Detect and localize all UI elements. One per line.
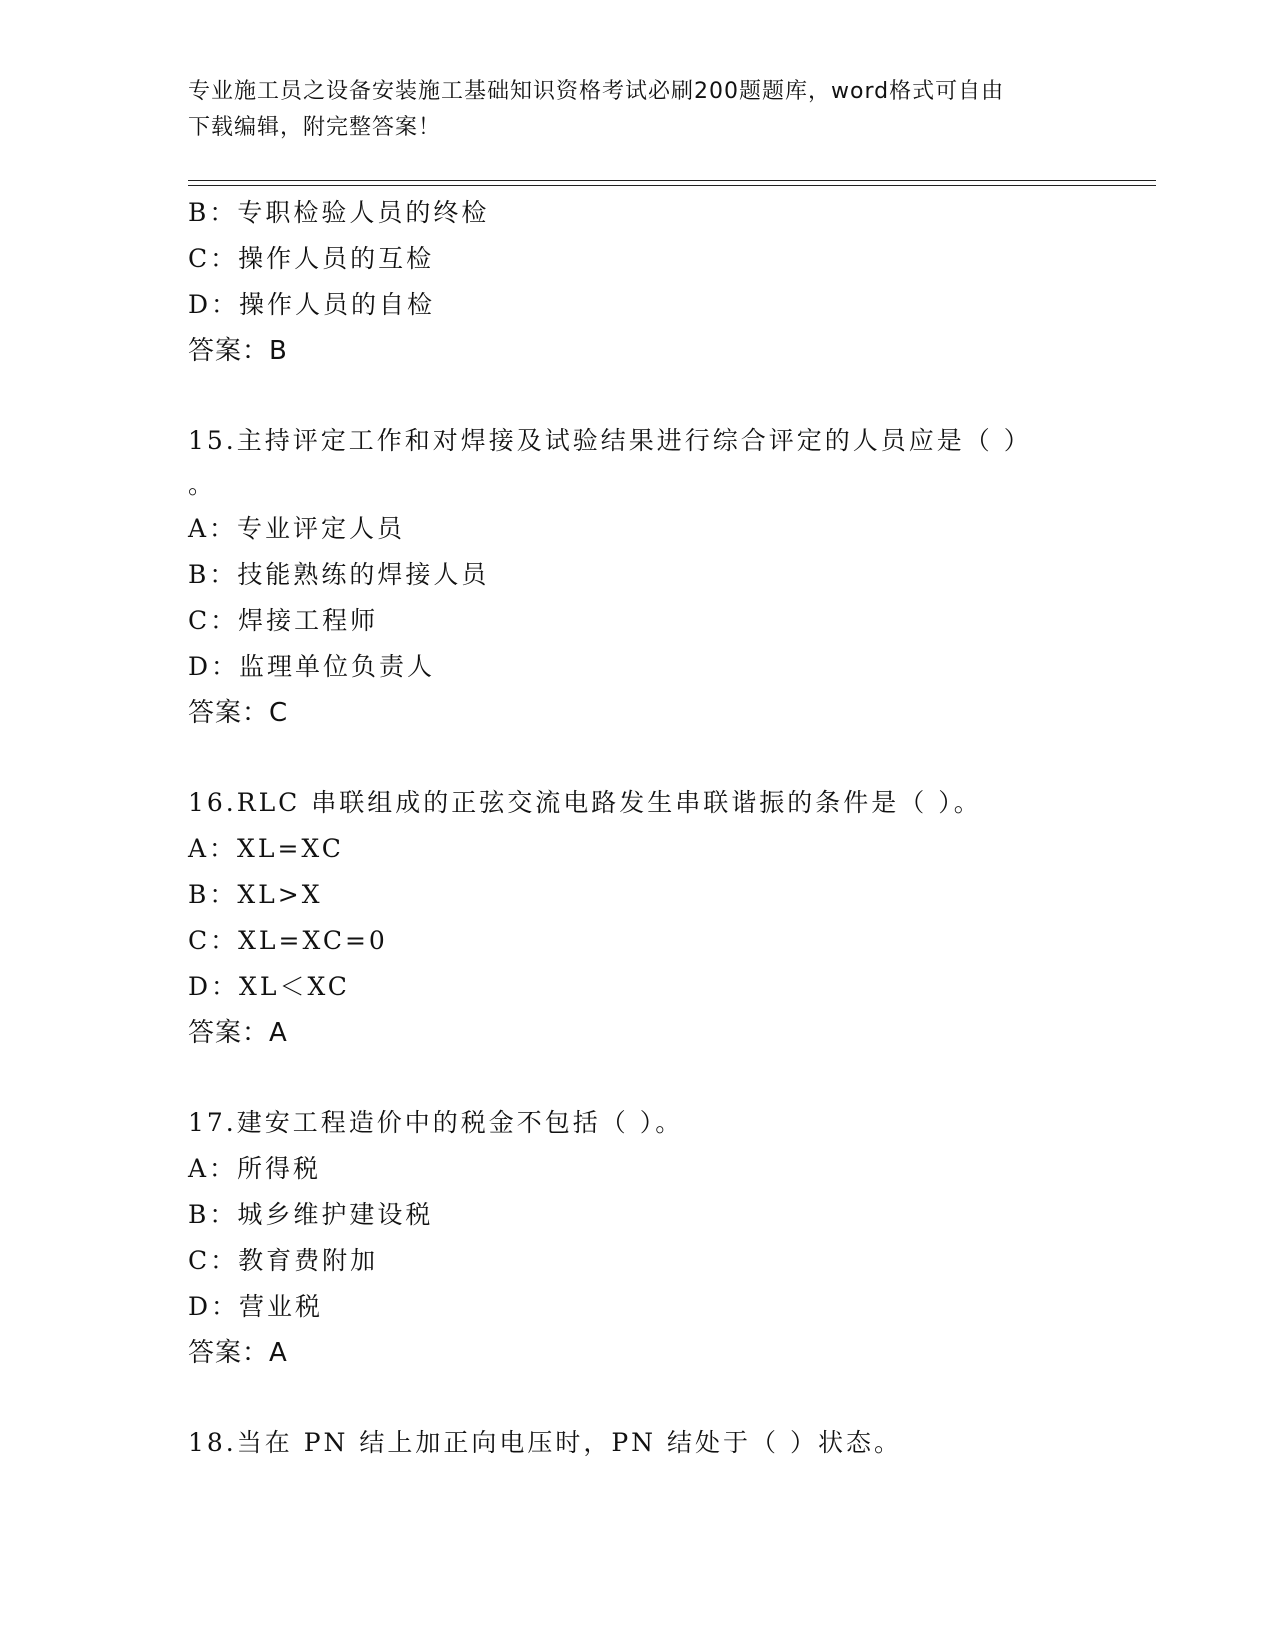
question-stem: 17.建安工程造价中的税金不包括（ ）。 [188, 1108, 684, 1137]
option-b: B：专职检验人员的终检 [188, 198, 490, 227]
option-c: C：教育费附加 [188, 1246, 379, 1275]
option-a: A：专业评定人员 [188, 514, 406, 543]
option-b: B：技能熟练的焊接人员 [188, 560, 490, 589]
option-c: C：焊接工程师 [188, 606, 379, 635]
option-b: B：城乡维护建设税 [188, 1200, 434, 1229]
option-d: D：监理单位负责人 [188, 652, 436, 681]
header-line-1: 专业施工员之设备安装施工基础知识资格考试必刷200题题库，word格式可自由 [188, 79, 1005, 104]
answer-line: 答案：C [188, 698, 289, 728]
question-stem: 16.RLC 串联组成的正弦交流电路发生串联谐振的条件是（ ）。 [188, 788, 982, 817]
question-stem-continuation: 。 [188, 470, 214, 499]
question-17 [188, 1100, 1088, 1376]
question-list [188, 190, 1088, 1466]
option-c: C：操作人员的互检 [188, 244, 435, 273]
option-a: A：所得税 [188, 1154, 322, 1183]
document-header [188, 74, 1088, 146]
option-c: C：XL=XC=0 [188, 926, 388, 955]
question-15 [188, 418, 1088, 736]
question-stem: 18.当在 PN 结上加正向电压时，PN 结处于（ ）状态。 [188, 1428, 902, 1457]
option-b: B：XL>X [188, 880, 323, 909]
answer-line: 答案：A [188, 1338, 288, 1368]
option-a: A：XL=XC [188, 834, 344, 863]
option-d: D：XL＜XC [188, 972, 350, 1001]
answer-line: 答案：B [188, 336, 288, 366]
option-d: D：操作人员的自检 [188, 290, 436, 319]
header-divider-bottom [188, 185, 1156, 186]
option-d: D：营业税 [188, 1292, 324, 1321]
question-stem: 15.主持评定工作和对焊接及试验结果进行综合评定的人员应是（ ） [188, 426, 1032, 455]
question-14-continued [188, 190, 1088, 374]
answer-line: 答案：A [188, 1018, 288, 1048]
header-line-2: 下载编辑，附完整答案！ [188, 115, 442, 140]
question-18 [188, 1420, 1088, 1466]
question-16 [188, 780, 1088, 1056]
header-divider-top [188, 180, 1156, 181]
